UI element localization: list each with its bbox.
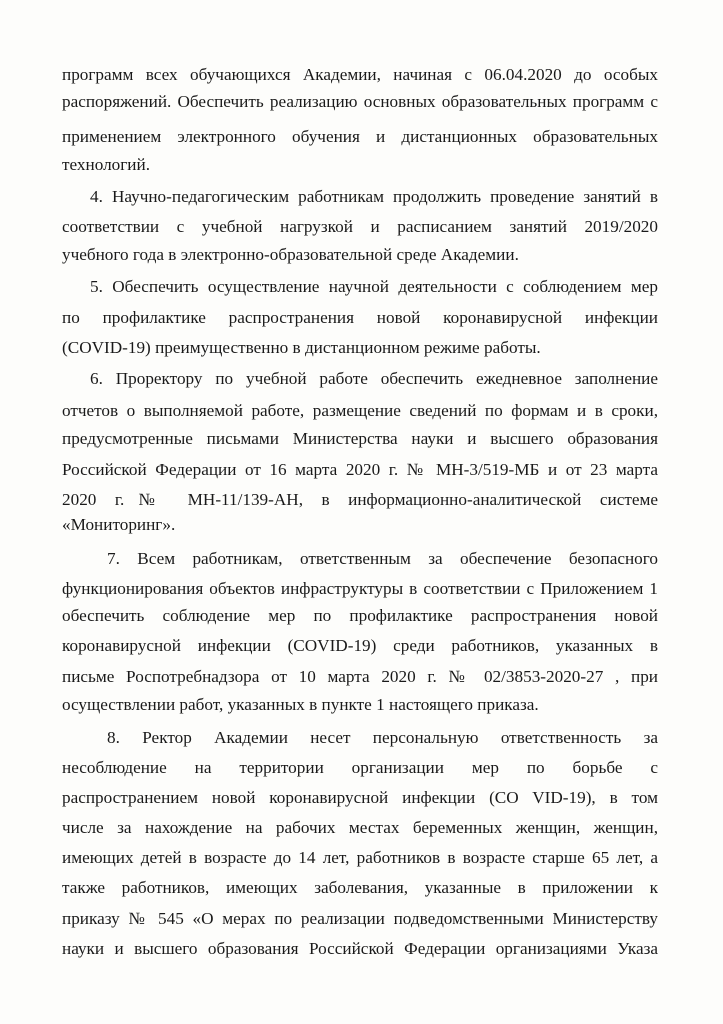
text-line: также работников, имеющих заболевания, указанные в приложении к	[62, 878, 658, 897]
item-8-line: 8. Ректор Академии несет персональную ответственность за	[107, 728, 658, 747]
text-line: 2020 г.№ МН-11/139-АН, в информационно-аналитической системе	[62, 490, 658, 509]
text-line: числе за нахождение на рабочих местах беременных женщин, женщин,	[62, 818, 658, 837]
text-line: распространением новой коронавирусной инфекции (CO VID-19), в том	[62, 788, 658, 807]
text-line: коронавирусной инфекции (COVID-19) среди работников, указанных в	[62, 636, 658, 655]
item-4-line: 4. Научно-педагогическим работникам продолжить проведение занятий в	[90, 187, 658, 206]
text-line: распоряжений. Обеспечить реализацию основных образовательных программ с	[62, 92, 658, 111]
text-line: программ всех обучающихся Академии, начиная с 06.04.2020 до особых	[62, 65, 658, 84]
text-line: (COVID-19) преимущественно в дистанционном режиме работы.	[62, 338, 541, 357]
text-line: осуществлении работ, указанных в пункте 1 настоящего приказа.	[62, 695, 539, 714]
text-line: имеющих детей в возрасте до 14 лет, работников в возрасте старше 65 лет, а	[62, 848, 658, 867]
text-line: обеспечить соблюдение мер по профилактике распространения новой	[62, 606, 658, 625]
text-line: функционирования объектов инфраструктуры в соответствии с Приложением 1	[62, 579, 658, 598]
item-6-line: 6. Проректору по учебной работе обеспечить ежедневное заполнение	[90, 369, 658, 388]
text-line: «Мониторинг».	[62, 515, 176, 534]
text-line: предусмотренные письмами Министерства науки и высшего образования	[62, 429, 658, 448]
text-line: отчетов о выполняемой работе, размещение сведений по формам и в сроки,	[62, 401, 658, 420]
text-line: технологий.	[62, 155, 150, 174]
text-line: соответствии с учебной нагрузкой и расписанием занятий 2019/2020	[62, 217, 658, 236]
item-5-line: 5. Обеспечить осуществление научной деятельности с соблюдением мер	[90, 277, 658, 296]
text-line: приказу № 545 «О мерах по реализации подведомственными Министерству	[62, 909, 658, 928]
text-line: учебного года в электронно-образовательной среде Академии.	[62, 245, 519, 264]
text-line: по профилактике распространения новой коронавирусной инфекции	[62, 308, 658, 327]
text-line: Российской Федерации от 16 марта 2020 г. № МН-3/519-МБ и от 23 марта	[62, 460, 658, 479]
text-line: науки и высшего образования Российской Федерации организациями Указа	[62, 939, 658, 958]
text-line: несоблюдение на территории организации мер по борьбе с	[62, 758, 658, 777]
item-7-line: 7. Всем работникам, ответственным за обеспечение безопасного	[107, 549, 658, 568]
text-line: применением электронного обучения и дистанционных образовательных	[62, 127, 658, 146]
text-line: письме Роспотребнадзора от 10 марта 2020 г. № 02/3853-2020-27 , при	[62, 667, 658, 686]
